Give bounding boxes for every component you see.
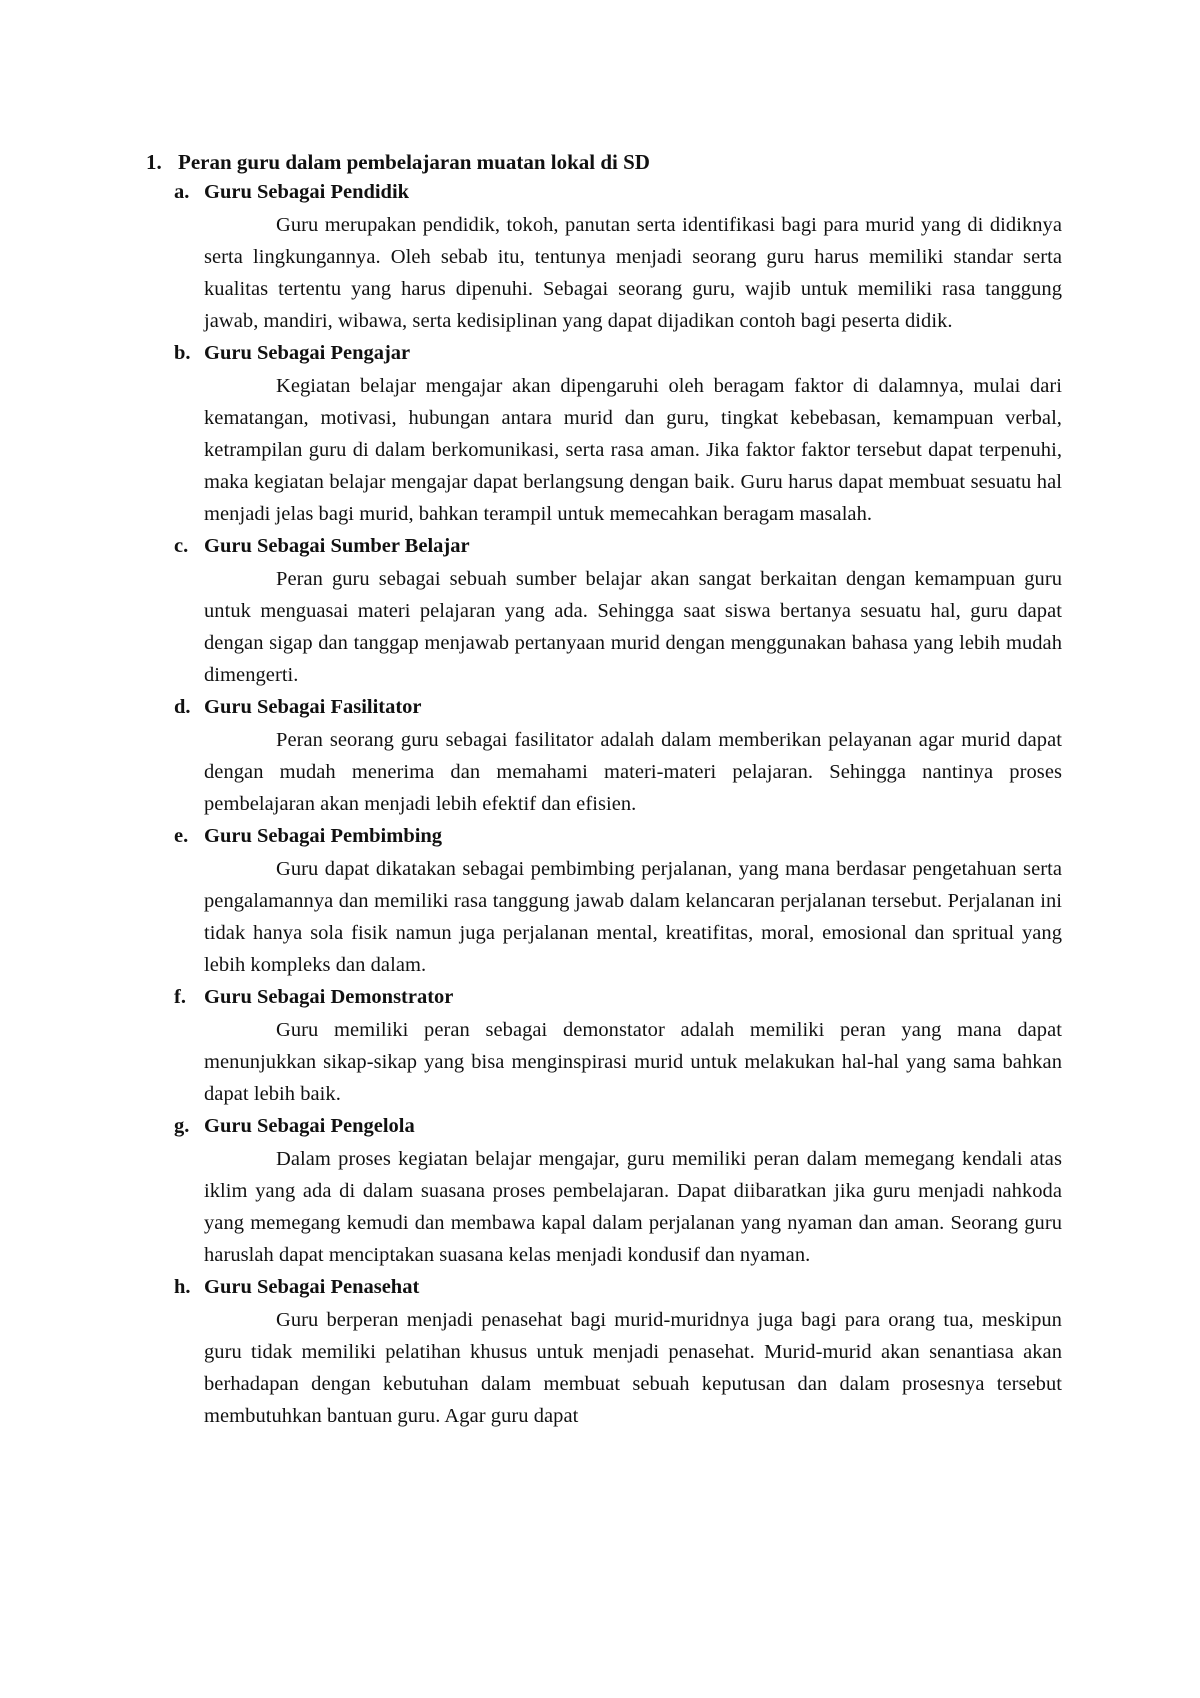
- subsection-title: [174, 532, 1062, 563]
- subsection: [174, 983, 1062, 1112]
- section-heading: [146, 148, 650, 176]
- subsection-title: [174, 339, 1062, 370]
- subsection-title-text: Guru Sebagai Fasilitator: [204, 696, 422, 718]
- subsection-title: [174, 983, 1062, 1014]
- subsection-letter: d.: [174, 696, 191, 718]
- subsection: [174, 178, 1062, 339]
- subsection: [174, 822, 1062, 983]
- subsection-title: [174, 1112, 1062, 1143]
- subsection-letter: g.: [174, 1115, 190, 1137]
- subsection-title-text: Guru Sebagai Pembimbing: [204, 825, 443, 847]
- subsection-title-text: Guru Sebagai Pendidik: [204, 181, 410, 203]
- subsection-paragraph: Peran seorang guru sebagai fasilitator adalah dalam memberikan pelayanan agar murid dapat dengan mudah menerima dan memahami materi-materi pelajaran. Sehingga nantinya proses pembelajaran akan menjadi lebih efektif dan efisien.: [204, 729, 1062, 815]
- subsection-title-text: Guru Sebagai Penasehat: [204, 1276, 420, 1298]
- subsection-title-text: Guru Sebagai Pengelola: [204, 1115, 415, 1137]
- subsection-letter: c.: [174, 535, 189, 557]
- subsection-paragraph: Guru memiliki peran sebagai demonstator adalah memiliki peran yang mana dapat menunjukkan sikap-sikap yang bisa menginspirasi murid untuk melakukan hal-hal yang sama bahkan dapat lebih baik.: [204, 1019, 1062, 1105]
- heading-number: 1.: [146, 150, 162, 174]
- subsection: [174, 693, 1062, 822]
- subsection: [174, 1273, 1062, 1434]
- subsection-title-text: Guru Sebagai Sumber Belajar: [204, 535, 470, 557]
- subsection-paragraph: Dalam proses kegiatan belajar mengajar, guru memiliki peran dalam memegang kendali atas iklim yang ada di dalam suasana proses pembelajaran. Dapat diibaratkan jika guru menjadi nahkoda yang memegang kemudi dan membawa kapal dalam perjalanan yang nyaman dan aman. Seorang guru haruslah dapat menciptakan suasana kelas menjadi kondusif dan nyaman.: [204, 1148, 1062, 1266]
- subsection: [174, 339, 1062, 532]
- subsection-title-text: Guru Sebagai Pengajar: [204, 342, 411, 364]
- subsection-paragraph: Kegiatan belajar mengajar akan dipengaruhi oleh beragam faktor di dalamnya, mulai dari kematangan, motivasi, hubungan antara murid dan guru, tingkat kebebasan, kemampuan verbal, ketrampilan guru di dalam berkomunikasi, serta rasa aman. Jika faktor faktor tersebut dapat terpenuhi, maka kegiatan belajar mengajar dapat berlangsung dengan baik. Guru harus dapat membuat sesuatu hal menjadi jelas bagi murid, bahkan terampil untuk memecahkan beragam masalah.: [204, 375, 1062, 525]
- subsection-title: [174, 693, 1062, 724]
- subsection-letter: a.: [174, 181, 190, 203]
- subsection-letter: h.: [174, 1276, 191, 1298]
- subsection-paragraph: Guru dapat dikatakan sebagai pembimbing perjalanan, yang mana berdasar pengetahuan serta pengalamannya dan memiliki rasa tanggung jawab dalam kelancaran perjalanan tersebut. Perjalanan ini tidak hanya sola fisik namun juga perjalanan mental, kreatifitas, moral, emosional dan spritual yang lebih kompleks dan dalam.: [204, 858, 1062, 976]
- subsection-title: [174, 1273, 1062, 1304]
- subsection-paragraph: Peran guru sebagai sebuah sumber belajar akan sangat berkaitan dengan kemampuan guru untuk menguasai materi pelajaran yang ada. Sehingga saat siswa bertanya sesuatu hal, guru dapat dengan sigap dan tanggap menjawab pertanyaan murid dengan menggunakan bahasa yang lebih mudah dimengerti.: [204, 568, 1062, 686]
- subsection-letter: f.: [174, 986, 186, 1008]
- subsection-title: [174, 822, 1062, 853]
- subsection-list: [174, 178, 1062, 1434]
- subsection-title-text: Guru Sebagai Demonstrator: [204, 986, 454, 1008]
- subsection-letter: b.: [174, 342, 191, 364]
- subsection: [174, 532, 1062, 693]
- subsection-paragraph: Guru merupakan pendidik, tokoh, panutan serta identifikasi bagi para murid yang di didiknya serta lingkungannya. Oleh sebab itu, tentunya menjadi seorang guru harus memiliki standar serta kualitas tertentu yang harus dipenuhi. Sebagai seorang guru, wajib untuk memiliki rasa tanggung jawab, mandiri, wibawa, serta kedisiplinan yang dapat dijadikan contoh bagi peserta didik.: [204, 214, 1062, 332]
- subsection: [174, 1112, 1062, 1273]
- subsection-letter: e.: [174, 825, 189, 847]
- heading-text: Peran guru dalam pembelajaran muatan lokal di SD: [178, 150, 650, 174]
- subsection-title: [174, 178, 1062, 209]
- subsection-paragraph: Guru berperan menjadi penasehat bagi murid-muridnya juga bagi para orang tua, meskipun guru tidak memiliki pelatihan khusus untuk menjadi penasehat. Murid-murid akan senantiasa akan berhadapan dengan kebutuhan dalam membuat sebuah keputusan dan dalam prosesnya tersebut membutuhkan bantuan guru. Agar guru dapat: [204, 1309, 1062, 1427]
